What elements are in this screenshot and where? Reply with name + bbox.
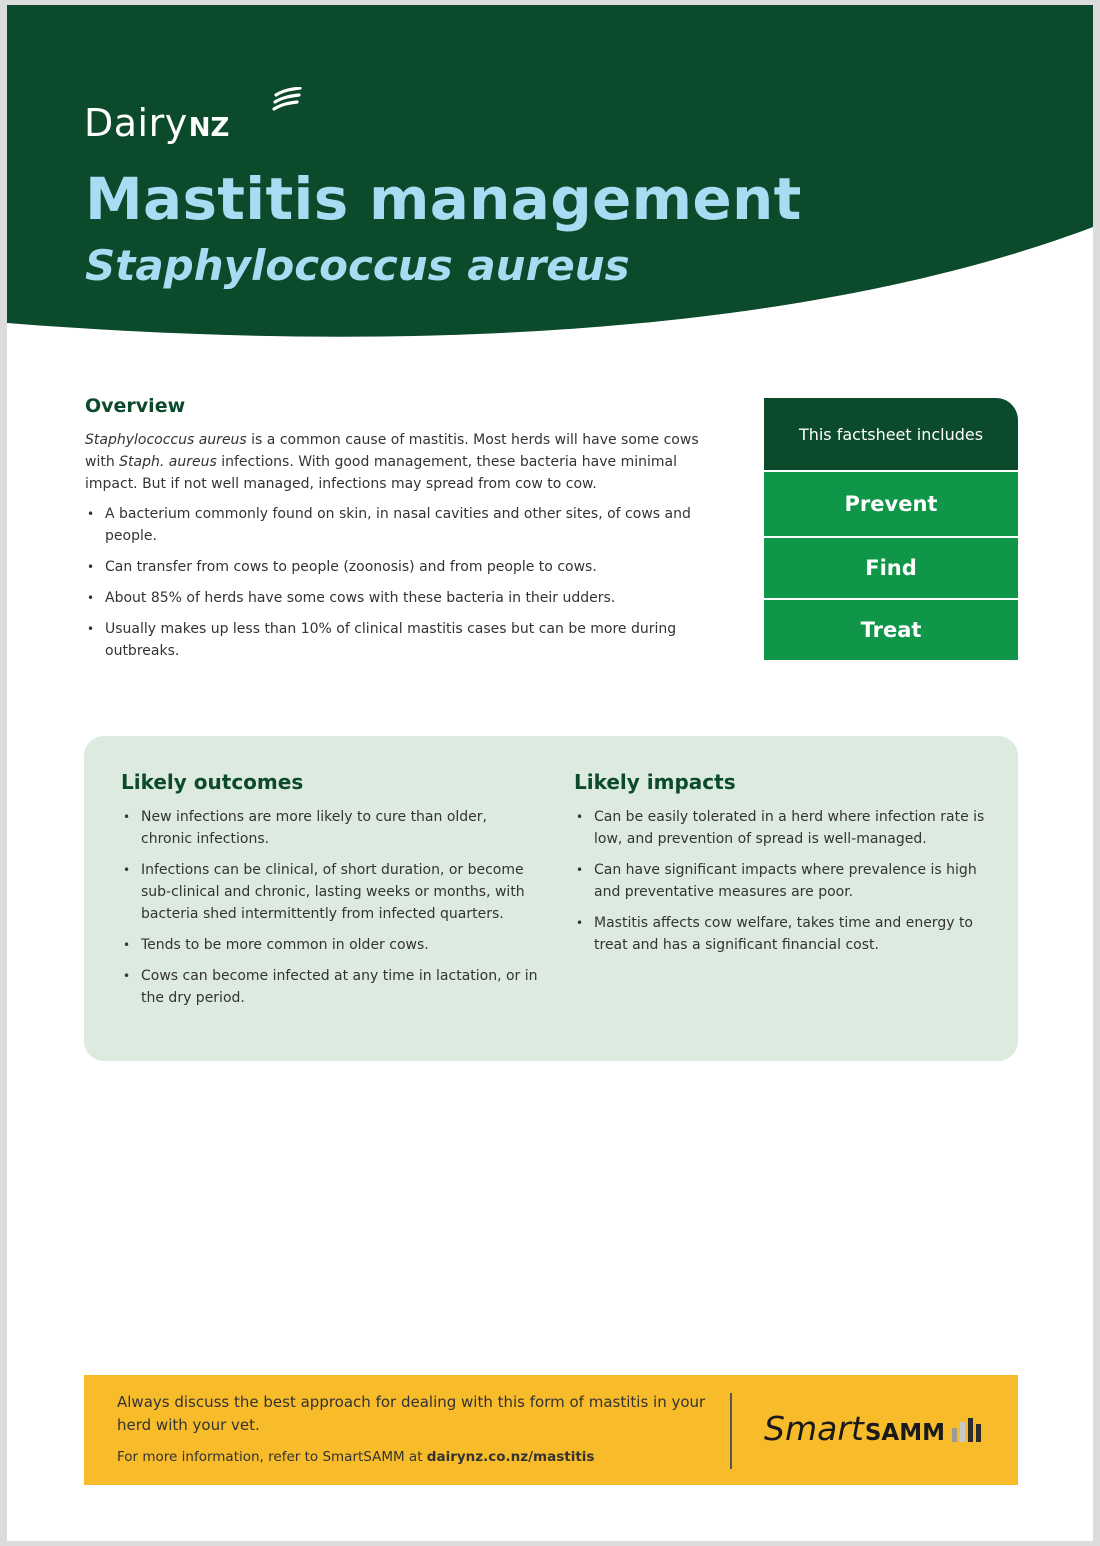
intro-italic-1: Staphylococcus aureus bbox=[85, 432, 247, 448]
list-item: • Can have significant impacts where prevalence is high and preventative measures are poor. bbox=[574, 859, 994, 903]
list-item: • Cows can become infected at any time in lactation, or in the dry period. bbox=[121, 965, 541, 1009]
overview-heading: Overview bbox=[85, 395, 186, 417]
likely-outcomes-column bbox=[121, 770, 541, 1018]
list-item: • Tends to be more common in older cows. bbox=[121, 934, 541, 956]
likely-impacts-list bbox=[574, 806, 994, 956]
more-info-prefix: For more information, refer to SmartSAMM at bbox=[117, 1449, 427, 1465]
footer-text bbox=[117, 1391, 707, 1467]
smartsamm-logo bbox=[764, 1409, 985, 1448]
logo-swoosh-icon bbox=[272, 87, 302, 115]
includes-item-find[interactable]: Find bbox=[764, 536, 1018, 598]
page-subtitle: Staphylococcus aureus bbox=[85, 241, 630, 290]
list-item: • Infections can be clinical, of short duration, or become sub-clinical and chronic, lasting weeks or months, with bacteria shed intermittently from infected quarters. bbox=[121, 859, 541, 925]
page-title: Mastitis management bbox=[85, 165, 802, 233]
list-item: • About 85% of herds have some cows with these bacteria in their udders. bbox=[85, 587, 715, 609]
likely-impacts-heading: Likely impacts bbox=[574, 770, 736, 794]
list-item: • Can be easily tolerated in a herd where infection rate is low, and prevention of spread is well-managed. bbox=[574, 806, 994, 850]
list-item: • Usually makes up less than 10% of clinical mastitis cases but can be more during outbreaks. bbox=[85, 618, 715, 662]
list-item: • New infections are more likely to cure than older, chronic infections. bbox=[121, 806, 541, 850]
logo-dairy-text: Dairy bbox=[84, 101, 188, 145]
factsheet-page bbox=[7, 5, 1093, 1541]
mastitis-link[interactable]: dairynz.co.nz/mastitis bbox=[426, 1449, 595, 1465]
likely-outcomes-heading: Likely outcomes bbox=[121, 770, 304, 794]
intro-text-2: infections. With good management, these bacteria have minimal impact. But if not well managed, infections may spread from cow to cow. bbox=[85, 454, 677, 492]
smartsamm-samm-text: SAMM bbox=[864, 1420, 945, 1446]
footer-banner bbox=[84, 1375, 1018, 1485]
footer-more-info bbox=[117, 1447, 707, 1467]
includes-item-prevent[interactable]: Prevent bbox=[764, 470, 1018, 536]
overview-bullet-list bbox=[85, 503, 715, 662]
likely-impacts-column bbox=[574, 770, 994, 965]
overview-intro bbox=[85, 429, 715, 495]
factsheet-includes-box bbox=[764, 398, 1018, 660]
overview-section bbox=[85, 395, 715, 671]
logo-nz-text: NZ bbox=[188, 113, 230, 143]
footer-advice: Always discuss the best approach for dealing with this form of mastitis in your herd with your vet. bbox=[117, 1393, 706, 1434]
outcomes-impacts-panel bbox=[84, 736, 1018, 1061]
smartsamm-bars-icon bbox=[951, 1416, 985, 1444]
includes-item-treat[interactable]: Treat bbox=[764, 598, 1018, 660]
includes-heading: This factsheet includes bbox=[764, 398, 1018, 470]
list-item: • A bacterium commonly found on skin, in nasal cavities and other sites, of cows and people. bbox=[85, 503, 715, 547]
dairynz-logo bbox=[84, 85, 229, 145]
intro-text-1: is a common cause of mastitis. Most herds will have some cows with bbox=[85, 432, 699, 470]
likely-outcomes-list bbox=[121, 806, 541, 1009]
footer-divider bbox=[730, 1393, 732, 1469]
list-item: • Can transfer from cows to people (zoonosis) and from people to cows. bbox=[85, 556, 715, 578]
list-item: • Mastitis affects cow welfare, takes time and energy to treat and has a significant financial cost. bbox=[574, 912, 994, 956]
smartsamm-smart-text: Smart bbox=[764, 1409, 864, 1448]
intro-italic-2: Staph. aureus bbox=[119, 454, 217, 470]
